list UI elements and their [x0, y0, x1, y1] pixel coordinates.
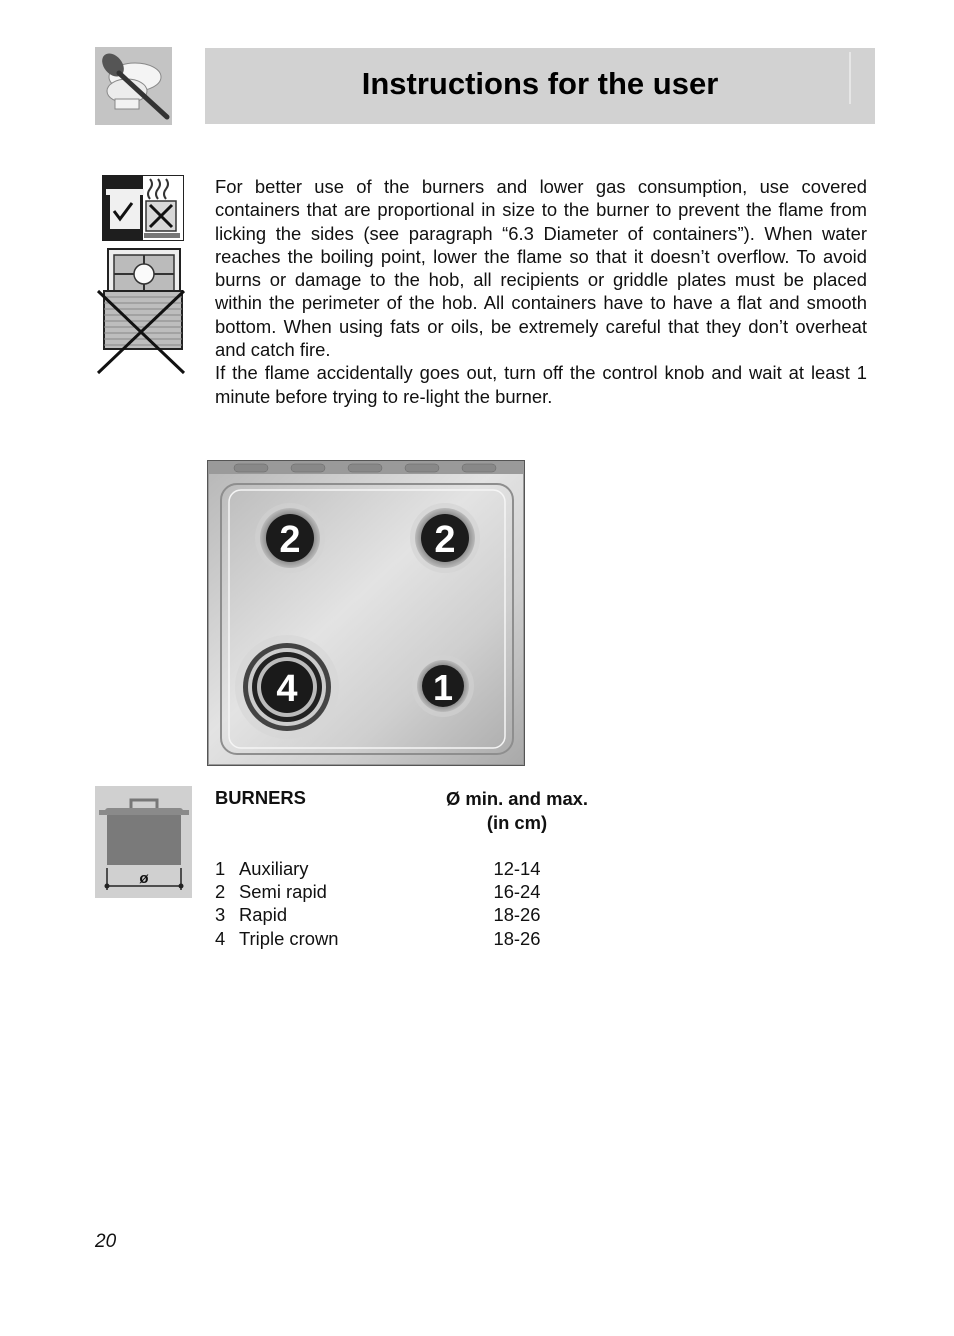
burner-name: Semi rapid — [239, 881, 327, 902]
page-number: 20 — [95, 1231, 117, 1252]
column-header-diameter — [425, 787, 609, 835]
diameter-range: 18-26 — [493, 904, 541, 925]
column-header-diameter-line2: (in cm) — [486, 812, 548, 833]
griddle-not-allowed-icon — [96, 247, 186, 375]
intro-text — [215, 175, 867, 408]
page-title: Instructions for the user — [361, 66, 719, 101]
diameter-range: 12-14 — [493, 858, 541, 879]
table-row — [215, 928, 635, 952]
hob-diagram — [207, 460, 525, 766]
intro-paragraph-2: If the flame accidentally goes out, turn off the control knob and wait at least 1 minute before trying to re-light the burner. — [215, 362, 867, 407]
burner-semi-rapid-icon — [255, 503, 325, 573]
burner-label: 1 — [432, 667, 454, 708]
pot-diameter-icon — [95, 786, 192, 898]
burner-label: 4 — [276, 668, 298, 710]
burner-label: 2 — [434, 519, 456, 561]
diameter-symbol: ø — [139, 870, 149, 887]
burner-number: 4 — [215, 928, 226, 949]
diameter-range: 16-24 — [493, 881, 541, 902]
burner-name: Rapid — [239, 904, 288, 925]
table-row — [215, 858, 635, 882]
covered-pot-check-icon — [102, 175, 184, 241]
header-bar — [205, 48, 875, 124]
burner-number: 3 — [215, 904, 226, 925]
burner-semi-rapid-icon — [410, 503, 480, 573]
table-row — [215, 881, 635, 905]
burner-name: Auxiliary — [239, 858, 309, 879]
burner-number: 1 — [215, 858, 226, 879]
diameter-range: 18-26 — [493, 928, 541, 949]
burner-number: 2 — [215, 881, 226, 902]
burner-auxiliary-icon — [412, 655, 474, 717]
burner-label: 2 — [279, 519, 301, 561]
column-header-burners: BURNERS — [215, 787, 306, 808]
table-row — [215, 904, 635, 928]
burner-name: Triple crown — [239, 928, 339, 949]
chef-spoon-icon — [95, 47, 172, 125]
burner-triple-crown-icon — [235, 635, 339, 739]
column-header-diameter-line1: Ø min. and max. — [445, 788, 589, 809]
intro-paragraph-1: For better use of the burners and lower gas consumption, use covered containers that are proportional in size to the burner to prevent the flame from licking the sides (see paragraph “6.3 Diameter of containers”). When water reaches the boiling point, lower the flame so that it doesn’t overflow. To avoid burns or damage to the hob, all recipients or griddle plates must be placed within the perimeter of the hob. All containers have to have a flat and smooth bottom. When using fats or oils, be extremely careful that they don’t overheat and catch fire. — [215, 176, 867, 361]
